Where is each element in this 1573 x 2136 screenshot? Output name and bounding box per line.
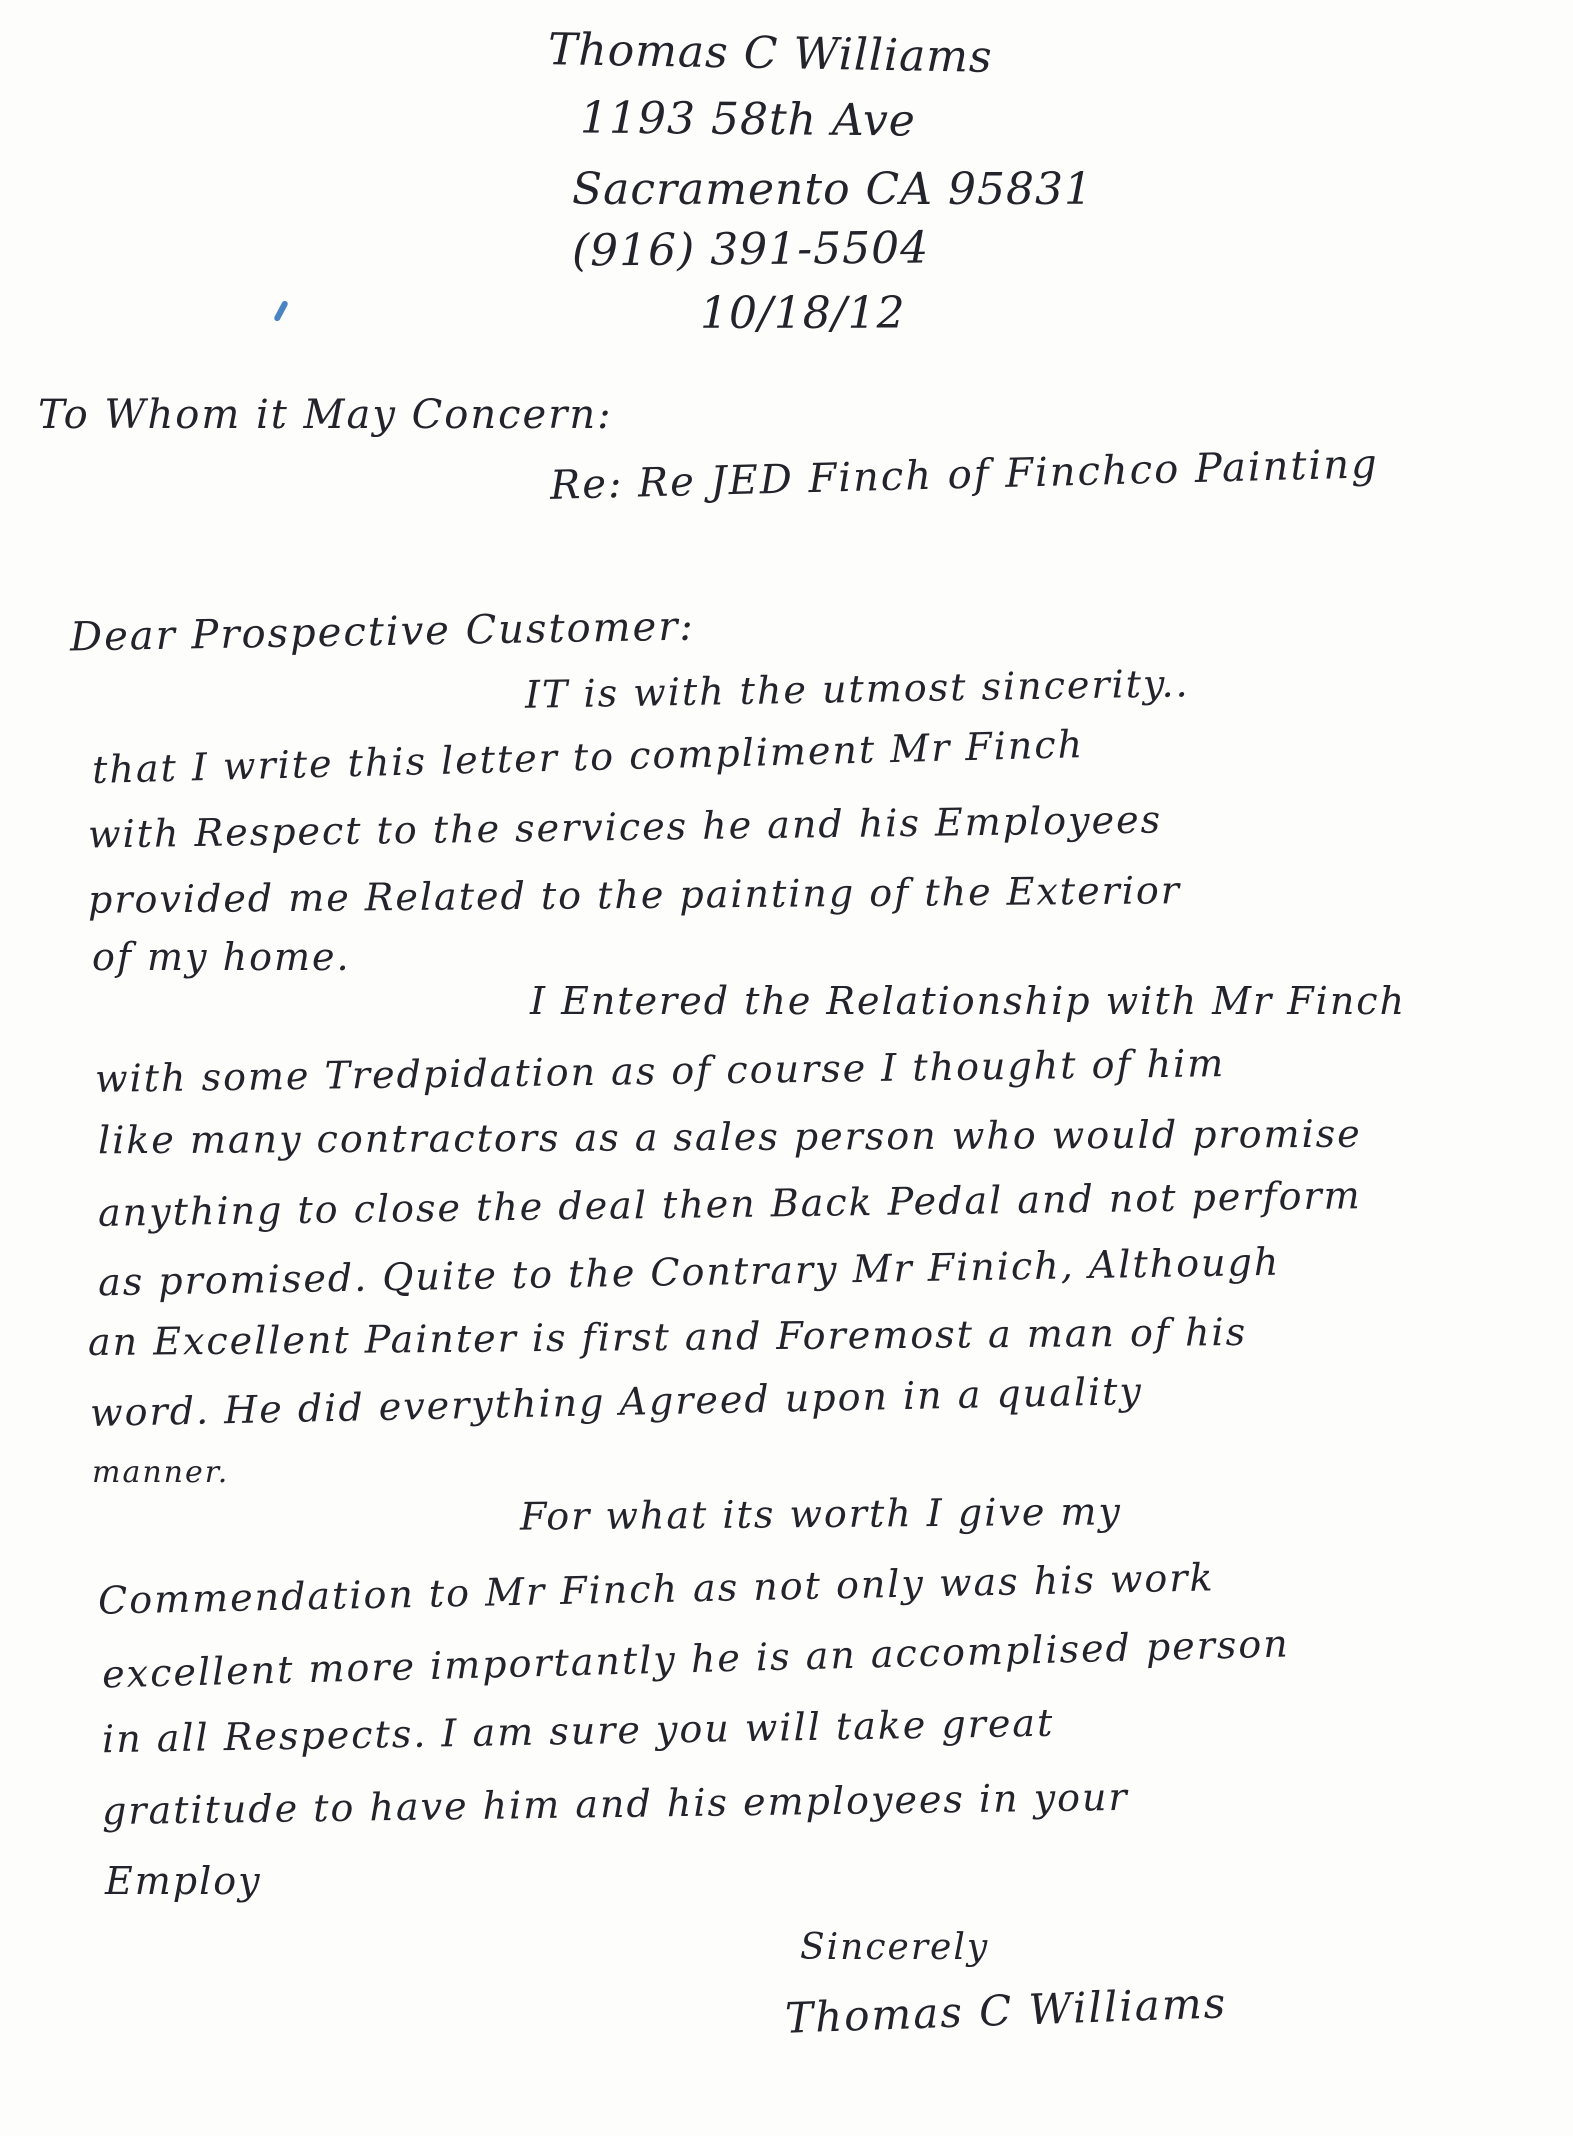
- body-line: Employ: [105, 1859, 262, 1903]
- signature: Thomas C Williams: [784, 1978, 1228, 2043]
- body-line: provided me Related to the painting of the Exterior: [87, 868, 1182, 922]
- body-line: with some Tredpidation as of course I thought of him: [94, 1041, 1226, 1101]
- body-line: that I write this letter to compliment Mr Finch: [91, 722, 1085, 792]
- body-line: word. He did everything Agreed upon in a quality: [89, 1368, 1144, 1436]
- subject-line: Re: Re JED Finch of Finchco Painting: [549, 441, 1380, 509]
- body-line: IT is with the utmost sincerity..: [524, 661, 1190, 717]
- body-line: like many contractors as a sales person who would promise: [97, 1111, 1362, 1163]
- sender-street: 1193 58th Ave: [579, 92, 917, 147]
- sender-phone: (916) 391-5504: [571, 222, 930, 277]
- stray-pen-mark: [273, 300, 289, 322]
- body-line: an Excellent Painter is first and Foremost a man of his: [87, 1309, 1248, 1365]
- body-line: anything to close the deal then Back Pedal and not perform: [97, 1173, 1362, 1235]
- body-line: of my home.: [92, 935, 351, 979]
- body-line: Commendation to Mr Finch as not only was his work: [97, 1555, 1215, 1623]
- body-line: as promised. Quite to the Contrary Mr Finich, Although: [97, 1239, 1281, 1305]
- closing: Sincerely: [800, 1927, 990, 1968]
- salutation: To Whom it May Concern:: [38, 392, 613, 438]
- body-line: For what its worth I give my: [519, 1489, 1123, 1539]
- sender-name: Thomas C Williams: [547, 24, 994, 83]
- body-line: I Entered the Relationship with Mr Finch: [530, 979, 1407, 1023]
- body-line: gratitude to have him and his employees in your: [101, 1774, 1129, 1834]
- greeting: Dear Prospective Customer:: [69, 603, 696, 661]
- body-line: with Respect to the services he and his Employees: [87, 797, 1163, 857]
- sender-city: Sacramento CA 95831: [572, 164, 1093, 215]
- letter-date: 10/18/12: [700, 288, 906, 339]
- body-line: manner.: [92, 1455, 230, 1490]
- body-line: excellent more importantly he is an accomplised person: [101, 1621, 1291, 1697]
- body-line: in all Respects. I am sure you will take great: [101, 1700, 1055, 1762]
